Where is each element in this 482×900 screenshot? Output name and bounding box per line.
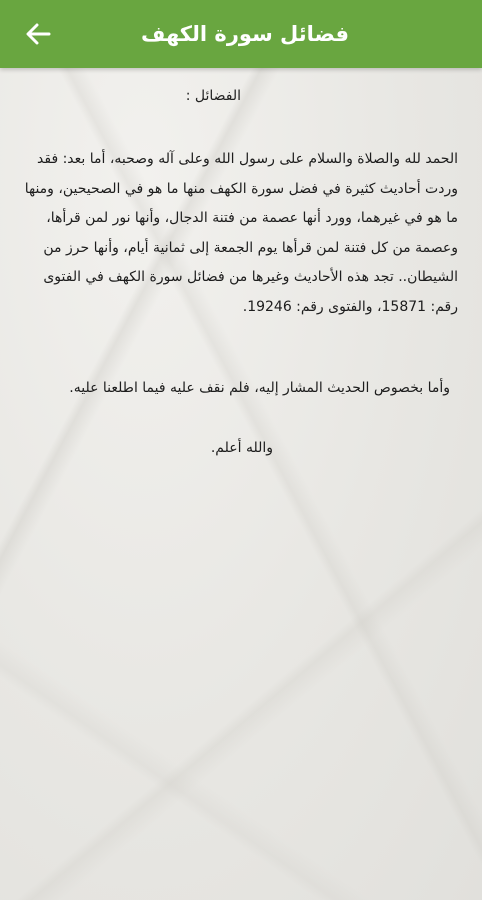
paragraph-text: الحمد لله والصلاة والسلام على رسول الله وعلى آله وصحبه، أما بعد: فقد وردت أحاديث كثيرة في فضل سورة الكهف منها ما هو في الصحيحين، ومنها ما هو في غيرهما، وورد أنها عصمة من فتنة الدجال، وأنها نور لمن قرأها، وعصمة من كل فتنة لمن قرأها يوم الجمعة إلى ثمانية أيام، وأنها حرز من الشيطان.. تجد هذه الأحاديث وغيرها من فضائل سورة الكهف في الفتوى رقم: 15871، والفتوى رقم: 19246. bbox=[24, 151, 458, 315]
page-title: فضائل سورة الكهف bbox=[140, 22, 349, 46]
closing-phrase: والله أعلم. bbox=[210, 440, 273, 456]
arrow-left-icon bbox=[25, 23, 51, 45]
section-label: الفضائل : bbox=[185, 88, 241, 104]
back-button[interactable] bbox=[20, 16, 56, 52]
app-bar bbox=[0, 0, 482, 68]
article-paragraph-1 bbox=[20, 145, 458, 323]
article-content bbox=[0, 68, 482, 900]
article-paragraph-2: وأما بخصوص الحديث المشار إليه، فلم نقف عليه فيما اطلعنا عليه. bbox=[69, 380, 450, 396]
